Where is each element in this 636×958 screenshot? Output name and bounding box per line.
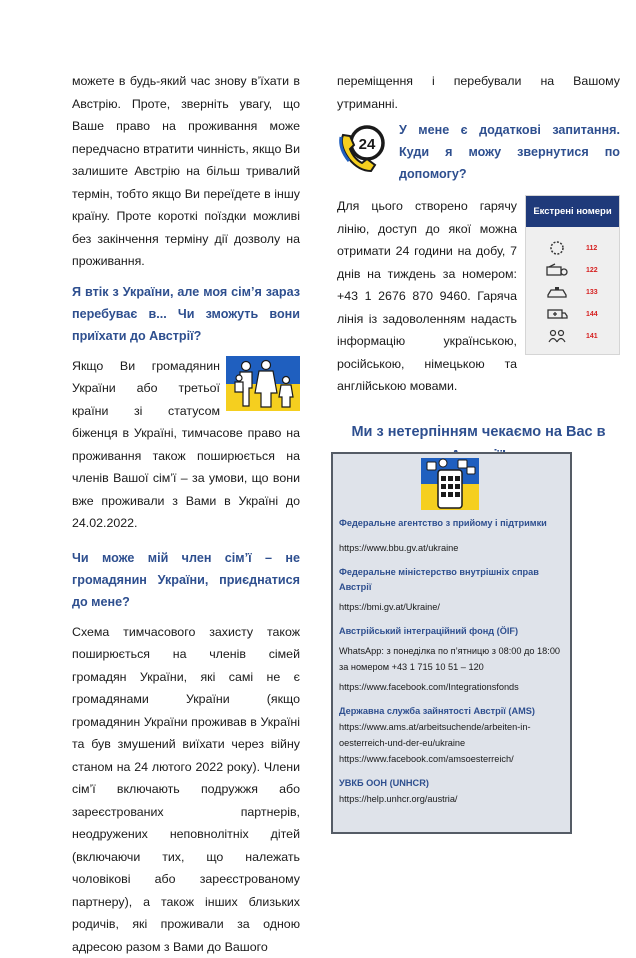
question-non-ukrainian-member: Чи може мій член сім’ї – не громадянин України, приєднатися до мене? (72, 547, 300, 613)
emergency-number: 141 (586, 333, 598, 340)
org-name-unhcr: УВКБ ООН (UNHCR) (339, 776, 566, 791)
paragraph-reentry: можете в будь-який час знову в’їхати в Австрію. Проте, зверніть увагу, що Ваше право на проживання може передчасно втратити чинність, якщо Ви залишите Австрію на більш тривалий термін, тобто якщо Ви переїдете в іншу країну. Проте короткі поїздки можливі без закінчення терміну дії дозволу на проживання. (72, 70, 300, 273)
oif-whatsapp-hours: WhatsApp: з понеділка по п’ятницю з 08:00 до 18:00 за номером +43 1 715 10 51 – 120 (339, 643, 566, 675)
org-name-oif: Австрійський інтеграційний фонд (ÖIF) (339, 624, 566, 639)
contacts-infobox (331, 452, 572, 834)
right-column (337, 70, 620, 468)
paragraph-continuation: переміщення і перебували на Вашому утриманні. (337, 70, 620, 115)
link-bbu[interactable]: https://www.bbu.gv.at/ukraine (339, 540, 566, 556)
smartphone-apps-icon (421, 458, 479, 510)
paragraph-hotline: Для цього створено гарячу лінію, доступ до якої можна отримати 24 години на добу, 7 днів на тиждень за номером: +43 1 2676 870 9460. Гаряча лінія із задоволенням надасть інформацію українською, російською, німецькою та англійською мовами. (337, 195, 517, 398)
emergency-numbers-panel (525, 195, 620, 355)
emergency-numbers-title: Екстрені номери (526, 196, 619, 227)
emergency-number: 122 (586, 267, 598, 274)
emergency-row-112 (526, 237, 619, 259)
org-name-bbu: Федеральне агентство з прийому і підтримки (339, 516, 566, 531)
emergency-number: 133 (586, 289, 598, 296)
hotline-row (337, 195, 620, 398)
emergency-row-133 (526, 281, 619, 303)
emergency-number: 144 (586, 311, 598, 318)
link-unhcr[interactable]: https://help.unhcr.org/austria/ (339, 791, 566, 807)
family-paragraph-block (72, 355, 300, 535)
police-icon (546, 285, 568, 299)
phone-24-badge: 24 (359, 136, 376, 153)
ambulance-icon (546, 307, 568, 321)
help-question-row (337, 119, 620, 185)
emergency-row-141 (526, 325, 619, 347)
emergency-row-144 (526, 303, 619, 325)
link-bmi[interactable]: https://bmi.gv.at/Ukraine/ (339, 599, 566, 615)
emergency-row-122 (526, 259, 619, 281)
closing-message: Ми з нетерпінням чекаємо на Вас в (337, 420, 620, 468)
link-ams-facebook[interactable]: https://www.facebook.com/amsoesterreich/ (339, 751, 566, 767)
emergency-number: 112 (586, 245, 597, 252)
phone-24-icon (337, 121, 389, 173)
org-name-bmi: Федеральне міністерство внутрішніх справ Австрії (339, 565, 566, 595)
family-icon (226, 356, 300, 411)
question-family-abroad: Я втік з України, але моя сім’я зараз перебуває в... Чи зможуть вони приїхати до Австрії? (72, 281, 300, 347)
fire-icon (546, 263, 568, 277)
link-ams[interactable]: https://www.ams.at/arbeitsuchende/arbeiten-in-oesterreich-und-der-eu/ukraine (339, 719, 566, 751)
paragraph-protection-scheme: Схема тимчасового захисту також поширюється на членів сімей громадян України, які самі не є громадянами України (якщо громадянин України проживав в Україні та був змушений виїхати через війну станом на 24 лютого 2022 року). Члени сім’ї включають подружжя або зареєстрованих партнерів, неодружених неповнолітніх дітей (включаючи тих, що належать чоловікові або зареєстрованому партнеру), а також інших близьких родичів, які проживали за одною адресою разом з Вами до Вашого (72, 621, 300, 958)
emergency-general-icon (546, 241, 568, 255)
doctor-icon (546, 329, 568, 343)
link-oif-facebook[interactable]: https://www.facebook.com/Integrationsfonds (339, 679, 566, 695)
left-column (72, 70, 300, 958)
org-name-ams: Державна служба зайнятості Австрії (AMS) (339, 704, 566, 719)
contacts-list (339, 516, 566, 807)
question-further-help: У мене є додаткові запитання. Куди я можу звернутися по допомогу? (399, 119, 620, 185)
paragraph-family-rights: Якщо Ви громадянин України або третьої країни зі статусом біженця в Україні, тимчасове право на проживання також поширюється на членів Вашої сім’ї – за умови, що вони вже проживали з Вами в Україні до 24.02.2022. (72, 355, 300, 535)
